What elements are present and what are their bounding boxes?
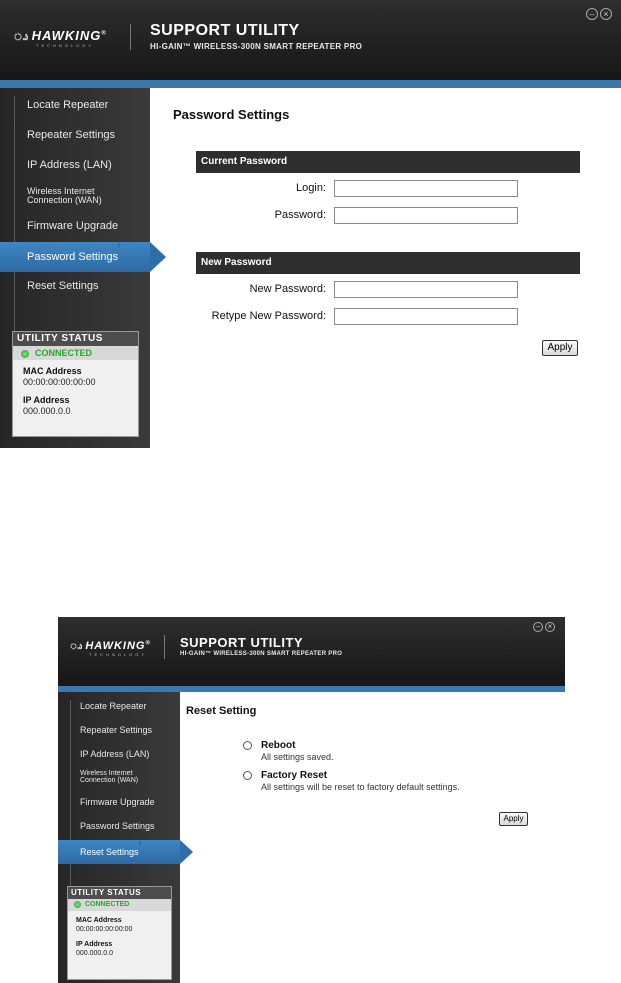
factory-reset-title: Factory Reset xyxy=(261,770,328,781)
close-button[interactable]: × xyxy=(545,622,555,632)
sidebar-item-firmware-upgrade[interactable]: Firmware Upgrade xyxy=(27,220,119,232)
minimize-button[interactable]: – xyxy=(533,622,543,632)
connection-status: CONNECTED xyxy=(68,899,171,911)
hawk-icon: ၗ xyxy=(70,640,84,652)
connected-icon xyxy=(74,901,81,908)
apply-button[interactable]: Apply xyxy=(542,340,578,356)
sidebar-item-reset-settings[interactable]: Reset Settings xyxy=(27,280,99,292)
sidebar-item-repeater-settings[interactable]: Repeater Settings xyxy=(80,725,153,735)
active-pointer xyxy=(180,840,193,864)
header-divider xyxy=(164,635,165,659)
app-header xyxy=(0,0,621,88)
mac-label: MAC Address xyxy=(76,917,122,924)
app-subtitle: HI-GAIN™ WIRELESS-300N SMART REPEATER PRO xyxy=(150,42,363,51)
reboot-radio[interactable] xyxy=(243,741,252,750)
ip-label: IP Address xyxy=(23,395,70,405)
retype-password-input[interactable] xyxy=(334,308,518,325)
sidebar-item-wan[interactable]: Wireless Internet Connection (WAN) xyxy=(27,186,102,206)
utility-status-panel xyxy=(12,331,139,437)
hawking-logo: ၗ HAWKING® TECHNOLOGY xyxy=(14,28,107,48)
utility-status-title: UTILITY STATUS xyxy=(68,887,171,899)
reset-settings-window xyxy=(58,617,565,983)
password-input[interactable] xyxy=(334,207,518,224)
retype-password-label: Retype New Password: xyxy=(211,310,326,322)
utility-status-title: UTILITY STATUS xyxy=(13,332,138,346)
password-settings-window xyxy=(0,0,621,448)
factory-reset-description: All settings will be reset to factory default settings. xyxy=(261,782,460,792)
sidebar-item-locate-repeater[interactable]: Locate Repeater xyxy=(27,99,109,111)
sidebar-item-reset-settings[interactable]: Reset Settings xyxy=(58,840,180,864)
sidebar-item-locate-repeater[interactable]: Locate Repeater xyxy=(80,701,147,711)
sidebar-item-password-settings[interactable]: Password Settings xyxy=(80,821,155,831)
sidebar-item-ip-address[interactable]: IP Address (LAN) xyxy=(80,749,150,759)
header-divider xyxy=(130,24,131,50)
mac-value: 00:00:00:00:00:00 xyxy=(23,377,96,387)
hawk-icon: ၗ xyxy=(14,28,30,43)
mac-label: MAC Address xyxy=(23,366,82,376)
password-label: Password: xyxy=(274,209,326,221)
app-title: SUPPORT UTILITY xyxy=(150,22,300,39)
app-subtitle: HI-GAIN™ WIRELESS-300N SMART REPEATER PRO xyxy=(180,651,343,657)
sidebar-item-repeater-settings[interactable]: Repeater Settings xyxy=(27,129,116,141)
connected-icon xyxy=(21,350,29,358)
connection-status: CONNECTED xyxy=(13,346,138,360)
minimize-button[interactable]: – xyxy=(586,8,598,20)
page-title: Reset Setting xyxy=(186,705,257,717)
ip-label: IP Address xyxy=(76,941,113,948)
close-button[interactable]: × xyxy=(600,8,612,20)
login-label: Login: xyxy=(296,182,326,194)
sidebar-item-wan[interactable]: Wireless Internet Connection (WAN) xyxy=(80,770,139,785)
sidebar xyxy=(0,88,150,448)
new-password-input[interactable] xyxy=(334,281,518,298)
sidebar xyxy=(58,692,180,983)
new-password-section: New Password xyxy=(196,252,580,274)
mac-value: 00:00:00:00:00:00 xyxy=(76,926,133,933)
header-accent-bar xyxy=(0,80,621,88)
sidebar-item-firmware-upgrade[interactable]: Firmware Upgrade xyxy=(80,797,155,807)
factory-reset-radio[interactable] xyxy=(243,771,252,780)
login-input[interactable] xyxy=(334,180,518,197)
reboot-description: All settings saved. xyxy=(261,752,334,762)
sidebar-item-password-settings[interactable]: Password Settings xyxy=(0,242,150,272)
active-pointer xyxy=(150,242,166,272)
hawking-logo: ၗ HAWKING® TECHNOLOGY xyxy=(70,640,151,657)
page-title: Password Settings xyxy=(173,107,290,122)
apply-button[interactable]: Apply xyxy=(499,812,528,826)
reboot-title: Reboot xyxy=(261,740,296,751)
app-header xyxy=(58,617,565,692)
ip-value: 000.000.0.0 xyxy=(23,406,71,416)
ip-value: 000.000.0.0 xyxy=(76,950,113,957)
sidebar-item-ip-address[interactable]: IP Address (LAN) xyxy=(27,159,112,171)
current-password-section: Current Password xyxy=(196,151,580,173)
new-password-label: New Password: xyxy=(249,283,326,295)
app-title: SUPPORT UTILITY xyxy=(180,635,304,650)
utility-status-panel xyxy=(67,886,172,980)
